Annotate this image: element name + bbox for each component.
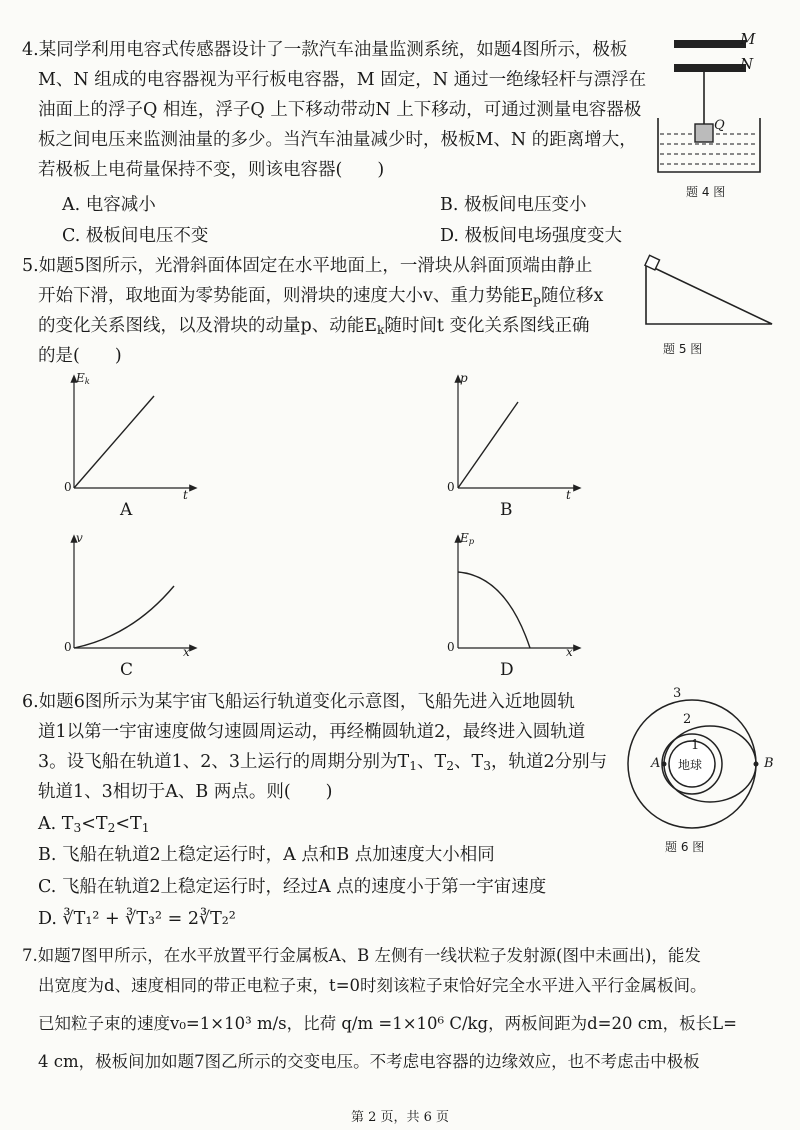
q4-option-d[interactable]: D. 极板间电场强度变大 [440, 226, 623, 246]
q5-figure-caption: 题 5 图 [663, 342, 703, 356]
q5-graph-b [446, 372, 586, 502]
q5-option-a[interactable]: A [120, 500, 133, 520]
q6-option-b[interactable]: B. 飞船在轨道2上稳定运行时，A 点和B 点加速度大小相同 [38, 845, 495, 865]
slider-block [645, 255, 660, 270]
point-b-dot [754, 762, 759, 767]
q4-label-n: N [740, 55, 754, 73]
q6-orbit-1-label: 1 [691, 738, 700, 753]
q6-orbit-3-label: 3 [673, 686, 682, 701]
q7-line-1: 7.如题7图甲所示，在水平放置平行金属板A、B 左侧有一线状粒子发射源(图中未画出)，能发 [22, 946, 701, 965]
q6-option-c[interactable]: C. 飞船在轨道2上稳定运行时，经过A 点的速度小于第一宇宙速度 [38, 877, 547, 897]
q6-point-b-label: B [764, 756, 774, 771]
q5-graph-b-xlabel: t [566, 488, 571, 502]
q5-option-d[interactable]: D [500, 660, 514, 680]
q6-line-3: 3。设飞船在轨道1、2、3上运行的周期分别为$T_1$、$T_2$、$T_3$，轨道2分别与 [38, 752, 608, 774]
q5-figure-incline [640, 252, 780, 332]
q5-line-3: 的变化关系图线，以及滑块的动量p、动能$E_k$随时间t 变化关系图线正确 [38, 316, 590, 338]
q4-label-m: M [740, 30, 756, 48]
q5-line-2: 开始下滑，取地面为零势能面，则滑块的速度大小v、重力势能$E_p$随位移x [38, 286, 604, 308]
q6-line-4: 轨道1、3相切于A、B 两点。则( ) [38, 782, 333, 802]
q5-graph-c-ylabel: v [76, 531, 83, 545]
graph-d-curve [458, 572, 530, 648]
q6-point-a-label: A [651, 756, 661, 771]
q5-graph-a-xlabel: t [183, 488, 188, 502]
q7-line-3: 已知粒子束的速度v₀=1×10³ m/s，比荷 q/m =1×10⁶ C/kg，两板间距为d=20 cm，板长L= [38, 1014, 737, 1033]
q5-graph-d [446, 532, 586, 662]
q5-graph-b-ylabel: p [460, 371, 468, 385]
q7-line-4: 4 cm，极板间加如题7图乙所示的交变电压。不考虑电容器的边缘效应，也不考虑击中极板 [38, 1052, 700, 1071]
q5-graph-a-origin: 0 [64, 480, 72, 494]
graph-c-curve [74, 586, 174, 648]
q4-line-3: 油面上的浮子Q 相连，浮子Q 上下移动带动N 上下移动，可通过测量电容器极 [38, 100, 642, 120]
q5-graph-c [62, 532, 202, 662]
q4-figure-capacitor-tank [652, 28, 772, 188]
q6-option-a[interactable]: A. $T_3<T_2<T_1$ [38, 814, 150, 836]
q5-graph-b-origin: 0 [447, 480, 455, 494]
q5-option-c[interactable]: C [120, 660, 134, 680]
q6-line-1: 6.如题6图所示为某宇宙飞船运行轨道变化示意图，飞船先进入近地圆轨 [22, 692, 575, 712]
q6-line-2: 道1以第一宇宙速度做匀速圆周运动，再经椭圆轨道2，最终进入圆轨道 [38, 722, 586, 742]
q6-figure-caption: 题 6 图 [665, 840, 705, 854]
q5-graph-d-origin: 0 [447, 640, 455, 654]
q5-graph-c-origin: 0 [64, 640, 72, 654]
q5-graph-c-xlabel: x [183, 645, 190, 659]
q4-option-b[interactable]: B. 极板间电压变小 [440, 195, 587, 215]
float-q [695, 124, 713, 142]
q5-graph-a [62, 372, 202, 502]
q5-graph-d-xlabel: x [566, 645, 573, 659]
graph-a-curve [74, 396, 154, 488]
q4-option-a[interactable]: A. 电容减小 [62, 195, 156, 215]
q4-line-1: 4.某同学利用电容式传感器设计了一款汽车油量监测系统，如题4图所示，极板 [22, 40, 628, 60]
q4-line-5: 若极板上电荷量保持不变，则该电容器( ) [38, 160, 385, 180]
q5-graph-d-ylabel: $E_p$ [460, 531, 475, 547]
q4-figure-caption: 题 4 图 [686, 185, 726, 199]
graph-b-curve [458, 402, 518, 488]
q5-graph-a-ylabel: $E_k$ [76, 371, 90, 387]
q6-option-d[interactable]: D. ∛T₁² + ∛T₃² = 2∛T₂² [38, 909, 236, 929]
q7-line-2: 出宽度为d、速度相同的带正电粒子束，t=0时刻该粒子束恰好完全水平进入平行金属板间。 [38, 976, 707, 995]
point-a-dot [662, 762, 667, 767]
q5-line-1: 5.如题5图所示，光滑斜面体固定在水平地面上，一滑块从斜面顶端由静止 [22, 256, 593, 276]
q4-label-q: Q [714, 118, 725, 133]
q6-orbit-2-label: 2 [683, 712, 692, 727]
plate-m [674, 40, 746, 48]
q4-line-4: 板之间电压来监测油量的多少。当汽车油量减少时，极板M、N 的距离增大， [38, 130, 637, 150]
page-footer: 第 2 页，共 6 页 [350, 1110, 450, 1125]
q6-earth-label: 地球 [678, 758, 703, 772]
q5-line-4: 的是( ) [38, 346, 122, 366]
q4-option-c[interactable]: C. 极板间电压不变 [62, 226, 209, 246]
plate-n [674, 64, 746, 72]
q4-line-2: M、N 组成的电容器视为平行板电容器，M 固定，N 通过一绝缘轻杆与漂浮在 [38, 70, 647, 90]
q5-option-b[interactable]: B [500, 500, 513, 520]
